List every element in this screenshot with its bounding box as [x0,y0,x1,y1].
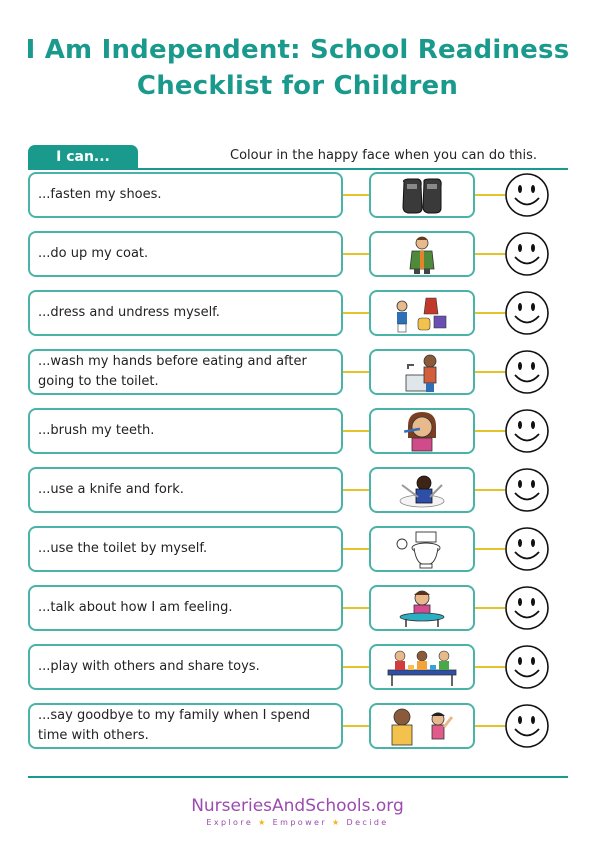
connector-line [475,371,505,373]
talking-icon [372,589,472,629]
task-text: ...use a knife and fork. [38,482,184,497]
task-text: ...do up my coat. [38,246,149,261]
task-picture [369,467,475,513]
task-text: ...say goodbye to my family when I spend time with others. [38,708,311,743]
happy-face-icon[interactable] [503,289,551,337]
happy-face-icon[interactable] [503,348,551,396]
dressing-icon [372,294,472,334]
task-picture [369,408,475,454]
connector-line [475,666,505,668]
happy-face-icon[interactable] [503,407,551,455]
shoes-icon [372,176,472,216]
happy-face-icon[interactable] [503,230,551,278]
task-text: ...fasten my shoes. [38,187,162,202]
task-picture [369,349,475,395]
task-text: ...play with others and share toys. [38,659,260,674]
task-box [28,290,343,336]
handwashing-icon [372,353,472,393]
cutlery-icon [372,471,472,511]
task-picture [369,703,475,749]
task-picture [369,526,475,572]
happy-face-icon[interactable] [503,466,551,514]
checklist-row [28,231,573,281]
logo-tagline [0,818,595,827]
task-box [28,644,343,690]
i-can-tab: I can... [28,145,138,169]
task-box [28,408,343,454]
title-line-2: Checklist for Children [136,71,459,101]
task-box [28,172,343,218]
connector-line [475,312,505,314]
logo-text: NurseriesAndSchools.org [191,796,404,816]
connector-line [475,253,505,255]
footer-divider [28,776,568,778]
connector-line [475,430,505,432]
checklist-row [28,290,573,340]
task-picture [369,290,475,336]
checklist-row [28,467,573,517]
task-box [28,349,343,395]
checklist-row [28,172,573,222]
tagline-empower: Empower [272,818,328,827]
happy-face-icon[interactable] [503,584,551,632]
task-text: ...use the toilet by myself. [38,541,208,556]
instruction-text: Colour in the happy face when you can do this. [230,148,538,163]
toilet-icon [372,530,472,570]
checklist-row [28,644,573,694]
coat-icon [372,235,472,275]
task-text: ...dress and undress myself. [38,305,220,320]
checklist-row [28,349,573,399]
connector-line [475,725,505,727]
happy-face-icon[interactable] [503,525,551,573]
title-line-1: I Am Independent: School Readiness [25,35,570,65]
task-picture [369,644,475,690]
connector-line [475,548,505,550]
task-picture [369,585,475,631]
task-box [28,585,343,631]
tagline-decide: Decide [346,818,389,827]
task-text: ...wash my hands before eating and after going to the toilet. [38,354,307,389]
checklist-row [28,585,573,635]
task-box [28,526,343,572]
happy-face-icon[interactable] [503,171,551,219]
nurseries-and-schools-logo [0,796,595,827]
happy-face-icon[interactable] [503,643,551,691]
task-text: ...talk about how I am feeling. [38,600,233,615]
star-icon: ★ [258,818,268,827]
checklist-row [28,526,573,576]
task-box [28,231,343,277]
waving-goodbye-icon [372,707,472,747]
task-box [28,703,343,749]
task-box [28,467,343,513]
star-icon: ★ [332,818,342,827]
happy-face-icon[interactable] [503,702,551,750]
tagline-explore: Explore [206,818,254,827]
task-text: ...brush my teeth. [38,423,155,438]
toothbrush-icon [372,412,472,452]
checklist-row [28,703,573,753]
task-picture [369,231,475,277]
connector-line [475,194,505,196]
tab-divider [28,168,568,170]
checklist-row [28,408,573,458]
connector-line [475,489,505,491]
task-picture [369,172,475,218]
page-title [0,32,595,104]
playing-icon [372,648,472,688]
connector-line [475,607,505,609]
